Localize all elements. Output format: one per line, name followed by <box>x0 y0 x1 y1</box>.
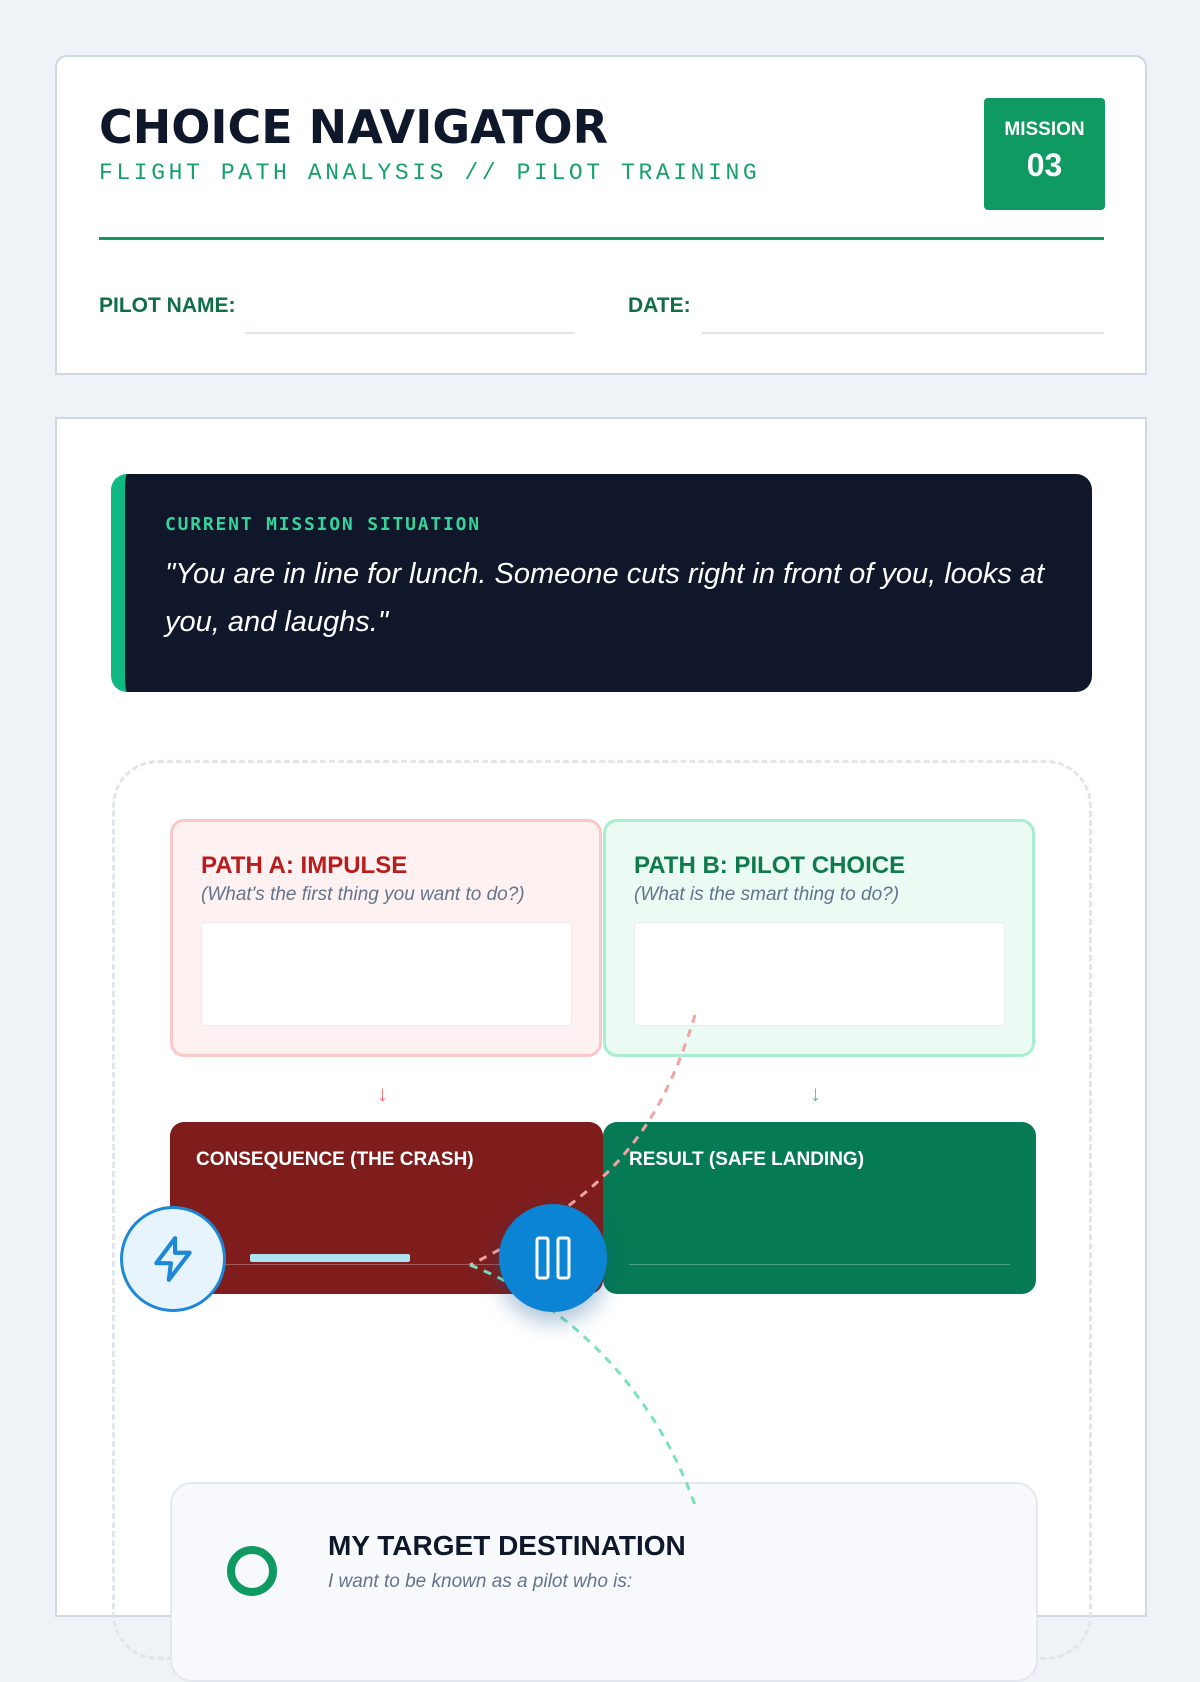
arrow-down-icon: ↓ <box>810 1081 821 1106</box>
main-card <box>55 417 1147 1617</box>
drag-handle-bar[interactable] <box>250 1254 410 1262</box>
page-subtitle: FLIGHT PATH ANALYSIS // PILOT TRAINING <box>99 160 761 186</box>
situation-label: CURRENT MISSION SITUATION <box>165 514 481 535</box>
path-b-prompt: (What is the smart thing to do?) <box>634 884 900 905</box>
path-b-card <box>603 819 1035 1057</box>
date-label: DATE: <box>628 294 691 317</box>
page-title: CHOICE NAVIGATOR <box>99 100 609 154</box>
pilot-name-field[interactable] <box>245 332 575 334</box>
path-a-prompt: (What's the first thing you want to do?) <box>201 884 525 905</box>
date-field[interactable] <box>702 332 1104 334</box>
safe-landing-card <box>603 1122 1036 1294</box>
target-icon <box>227 1546 277 1596</box>
mission-badge-label: MISSION <box>1004 119 1085 140</box>
arrow-down-icon: ↓ <box>377 1081 388 1106</box>
pilot-name-label: PILOT NAME: <box>99 294 236 317</box>
mission-badge <box>984 98 1105 210</box>
situation-text: "You are in line for lunch. Someone cuts right in front of you, looks at you, and laughs." <box>165 558 1045 638</box>
target-destination-card <box>170 1482 1038 1682</box>
path-a-card <box>170 819 602 1057</box>
target-prompt: I want to be known as a pilot who is: <box>328 1571 633 1592</box>
path-b-answer-field[interactable] <box>634 922 1005 1026</box>
path-a-answer-field[interactable] <box>201 922 572 1026</box>
bolt-icon <box>148 1234 198 1284</box>
mission-badge-number: 03 <box>1026 147 1063 183</box>
target-title: MY TARGET DESTINATION <box>328 1530 686 1561</box>
bolt-button[interactable] <box>120 1206 226 1312</box>
flow-area <box>112 760 1092 1660</box>
path-b-title: PATH B: PILOT CHOICE <box>634 852 906 879</box>
situation-panel <box>111 474 1092 692</box>
path-a-title: PATH A: IMPULSE <box>201 852 408 879</box>
header-card <box>55 55 1147 375</box>
consequence-title: CONSEQUENCE (THE CRASH) <box>196 1149 474 1170</box>
pause-icon <box>531 1233 575 1283</box>
safe-landing-write-line[interactable] <box>629 1264 1010 1265</box>
header-divider <box>99 237 1104 240</box>
safe-landing-title: RESULT (SAFE LANDING) <box>629 1149 865 1170</box>
pause-button[interactable] <box>499 1204 607 1312</box>
